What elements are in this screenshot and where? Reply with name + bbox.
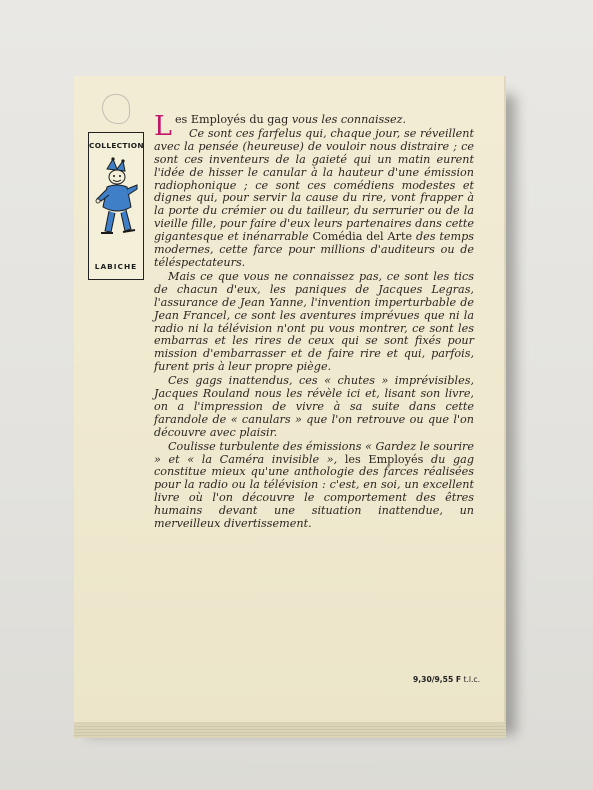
intro-book-title: Employés du gag (190, 113, 289, 126)
paragraph-2-text-end: des temps modernes, cette farce pour millions d'auditeurs ou de téléspectateurs. (154, 230, 475, 269)
paragraph-4: Ces gags inattendus, ces « chutes » imprévisibles, Jacques Rouland nous les révèle ici et, lisant son livre, on a l'impression de vivre à sa suite dans cette farandole de « canulars » que l'on retrouve ou que l'on découvre avec plaisir. (154, 374, 474, 439)
intro-lead: es (174, 113, 191, 126)
paragraph-5 (154, 441, 474, 531)
paragraph-2-roman: Comédia del Arte (312, 230, 413, 244)
price-label (413, 675, 480, 684)
logo-top-text: COLLECTION (89, 141, 144, 150)
jester-figure-icon (93, 155, 141, 255)
book-back-cover (74, 76, 506, 724)
paragraph-2-text: Ce sont ces farfelus qui, chaque jour, se réveillent avec la pensée (heureuse) de vouloir nous distraire ; ce sont ces inventeurs de la gaieté qui un matin eurent l'idée de hisser le canular à la hauteur d'une émission radiophonique ; ce sont ces comédiens modestes et dignes qui, pour servir la cause du rire, vont frapper à la porte du crémier ou du tailleur, du serrurier ou de la vieille fille, pour faire d'eux leurs partenaires dans cette gigantesque et inénarrable (154, 126, 474, 244)
price-value: 9,30/9,55 F (413, 675, 462, 684)
paragraph-5-text: Coulisse turbulente des émissions « Gardez le sourire » et « la Caméra invisible », (154, 439, 474, 466)
paragraph-intro (154, 111, 474, 142)
price-suffix: t.l.c. (461, 675, 480, 684)
paragraph-3: Mais ce que vous ne connaissez pas, ce sont les tics de chacun d'eux, les paniques de Jacques Legras, l'assurance de Jean Yanne, l'invention imperturbable de Jean Francel, ce sont les aventures imprévues que ni la radio ni la télévision n'ont pu vous montrer, ce sont les embarras et les rires de ceux qui se sont fixés pour mission d'embarrasser et de faire rire et qui, parfois, furent pris à leur propre piège. (154, 269, 474, 374)
collection-labiche-logo (88, 132, 144, 280)
logo-bottom-text: LABICHE (94, 262, 138, 271)
intro-text: vous les connaissez. (288, 113, 407, 126)
drop-cap: L (154, 111, 172, 142)
pencil-mark (102, 94, 130, 124)
paragraph-5-text-end: du gag constitue mieux qu'une anthologie des farces réalisées pour la radio ou la télévision : c'est, en soi, un excellent livre où l'on découvre le comportement des êtres humains devant une situation inattendue, un merveilleux divertissement. (154, 452, 474, 531)
paragraph-5-roman: les Employés (344, 452, 424, 466)
blurb-text (154, 111, 475, 532)
paragraph-2 (154, 128, 474, 270)
